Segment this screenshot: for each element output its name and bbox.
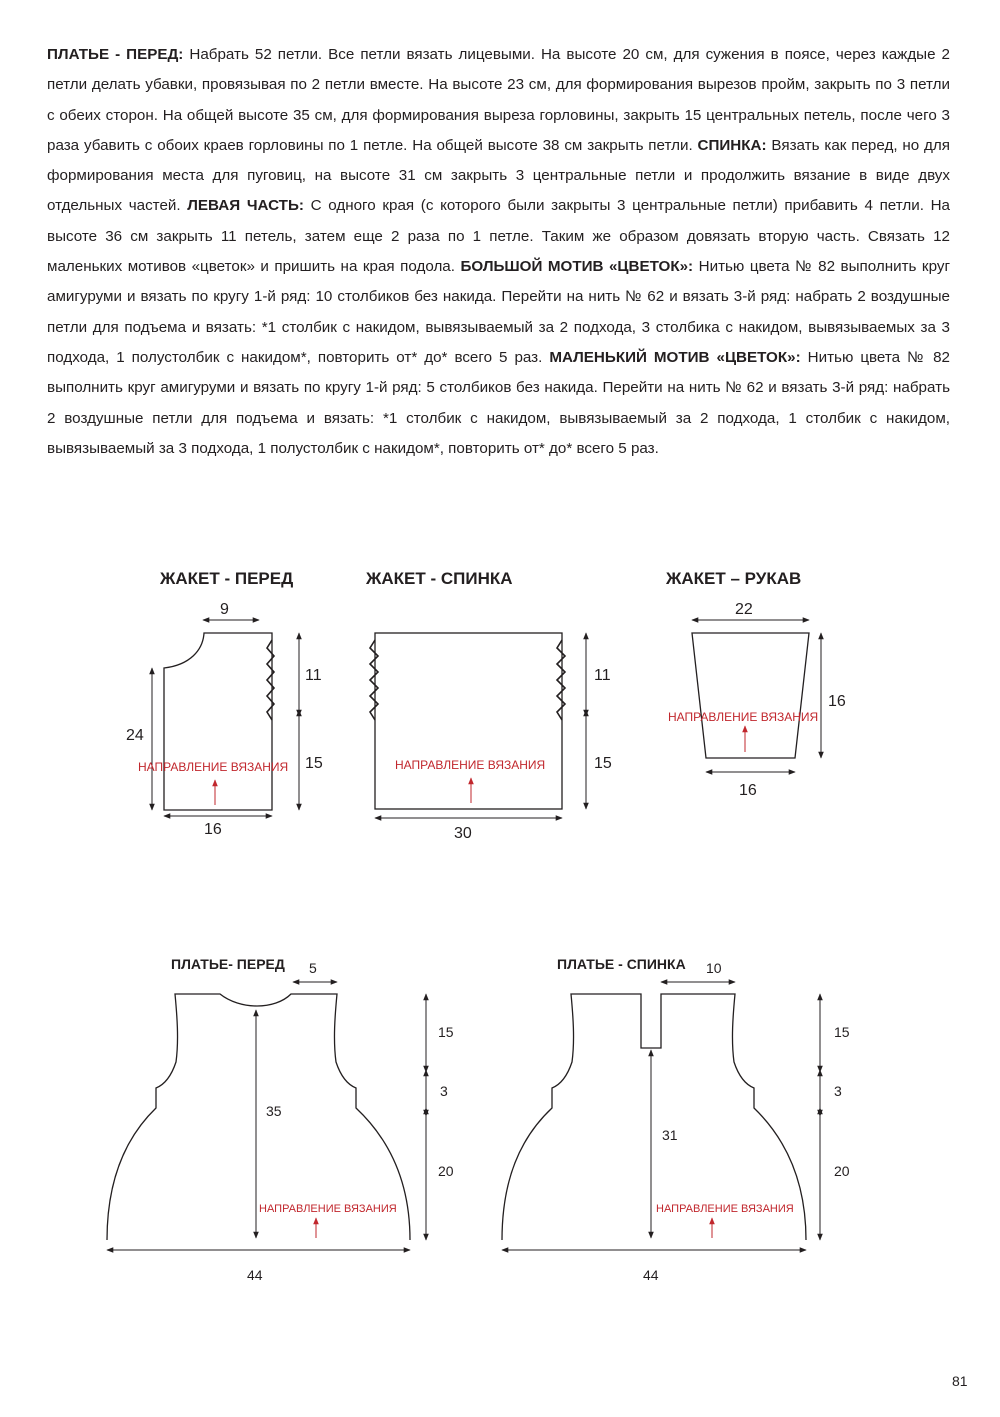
dress-front-direction-label: НАПРАВЛЕНИЕ ВЯЗАНИЯ bbox=[259, 1203, 397, 1215]
dress-back-middle-value: 3 bbox=[834, 1083, 842, 1099]
jacket-back-upper-value: 11 bbox=[594, 667, 611, 684]
jacket-sleeve-top-value: 22 bbox=[735, 601, 753, 618]
jacket-sleeve-diagram bbox=[665, 569, 846, 799]
jacket-front-top-value: 9 bbox=[220, 601, 229, 618]
page-number: 81 bbox=[952, 1373, 968, 1389]
dress-back-title: ПЛАТЬЕ - СПИНКА bbox=[557, 956, 686, 972]
dress-front-neck-value: 5 bbox=[309, 960, 317, 976]
jacket-sleeve-title: ЖАКЕТ – РУКАВ bbox=[666, 569, 802, 588]
dress-front-width-value: 44 bbox=[247, 1267, 263, 1283]
dress-front-title: ПЛАТЬЕ- ПЕРЕД bbox=[171, 956, 285, 972]
section-body-small-motif: Нитью цвета № 82 выполнить круг амигуруми и вязать по кругу 1-й ряд: 5 столбиков без накида. Перейти на нить № 62 и вязать 3-й ряд: набрать 2 воздушные петли для подъема и вязать: *1 столбик с накидом, вывязываемый за 2 подхода, 1 столбик с накидом, вывязываемый за 3 подхода, 1 полустолбик с накидом*, повторить от* до* всего 5 раз. bbox=[47, 348, 951, 457]
jacket-front-outline bbox=[164, 633, 272, 810]
dress-back-diagram bbox=[502, 956, 850, 1283]
section-body-back: Вязать как перед, но для формирования места для пуговиц, на высоте 31 см закрыть 3 центральные петли и продолжить вязание в виде двух отдельных частей. bbox=[47, 136, 951, 215]
section-label-left-part: ЛЕВАЯ ЧАСТЬ: bbox=[187, 197, 304, 215]
jacket-front-title: ЖАКЕТ - ПЕРЕД bbox=[160, 569, 294, 588]
jacket-back-diagram bbox=[365, 569, 612, 842]
section-label-small-motif: МАЛЕНЬКИЙ МОТИВ «ЦВЕТОК»: bbox=[549, 348, 801, 366]
section-label-back: СПИНКА: bbox=[697, 136, 767, 154]
dress-front-middle-value: 3 bbox=[440, 1083, 448, 1099]
jacket-front-height-value: 24 bbox=[126, 727, 144, 744]
dress-front-upper-value: 15 bbox=[438, 1024, 454, 1040]
section-body-left-part: С одного края (с которого были закрыты 3 центральные петли) прибавить 4 петли. На высоте 36 см закрыть 11 петель, затем еще 2 раза по 1 петле. Таким же образом довязать вторую часть. Связать 12 маленьких мотивов «цветок» и пришить на края подола. bbox=[47, 197, 951, 276]
jacket-sleeve-height-value: 16 bbox=[828, 693, 846, 710]
jacket-back-direction-label: НАПРАВЛЕНИЕ ВЯЗАНИЯ bbox=[395, 758, 546, 772]
jacket-back-lower-value: 15 bbox=[594, 755, 612, 772]
jacket-front-width-value: 16 bbox=[204, 821, 222, 838]
dress-back-lower-value: 20 bbox=[834, 1163, 850, 1179]
dress-front-height-value: 35 bbox=[266, 1103, 282, 1119]
jacket-back-outline bbox=[375, 633, 562, 809]
jacket-back-width-value: 30 bbox=[454, 825, 472, 842]
jacket-front-lower-value: 15 bbox=[305, 755, 323, 772]
jacket-front-direction-label: НАПРАВЛЕНИЕ ВЯЗАНИЯ bbox=[138, 760, 289, 774]
jacket-back-right-zigzag bbox=[557, 640, 565, 720]
dress-front-lower-value: 20 bbox=[438, 1163, 454, 1179]
section-body-large-motif: Нитью цвета № 82 выполнить круг амигуруми и вязать по кругу 1-й ряд: 10 столбиков без накида. Перейти на нить № 62 и вязать 3-й ряд: набрать 2 воздушные петли для подъема и вязать: *1 столбик с накидом, вывязываемый за 2 подхода, 3 столбика с накидом, вывязываемых за 3 подхода, 1 полустолбик с накидом*, повторить от* до* всего 5 раз. bbox=[47, 258, 950, 366]
dress-front-diagram bbox=[107, 956, 454, 1283]
dress-back-upper-value: 15 bbox=[834, 1024, 850, 1040]
dress-back-height-value: 31 bbox=[662, 1127, 678, 1143]
dress-back-neck-value: 10 bbox=[706, 960, 722, 976]
jacket-front-upper-value: 11 bbox=[305, 667, 322, 684]
jacket-sleeve-direction-label: НАПРАВЛЕНИЕ ВЯЗАНИЯ bbox=[668, 710, 819, 724]
section-body-dress-front: Набрать 52 петли. Все петли вязать лицевыми. На высоте 20 см, для сужения в поясе, через каждые 2 петли делать убавки, провязывая по 2 петли вместе. На высоте 23 см, для формирования вырезов пройм, закрыть по 3 петли с обеих сторон. На общей высоте 35 см, для формирования выреза горловины, закрыть 15 центральных петель, после чего 3 раза убавить с обоих краев горловины по 1 петле. На общей высоте 38 см закрыть петли. bbox=[47, 46, 950, 154]
jacket-sleeve-bottom-value: 16 bbox=[739, 782, 757, 799]
jacket-front-buttonhole-zigzag bbox=[267, 640, 274, 720]
jacket-front-diagram bbox=[126, 569, 323, 838]
dress-back-width-value: 44 bbox=[643, 1267, 659, 1283]
jacket-back-title: ЖАКЕТ - СПИНКА bbox=[366, 569, 513, 588]
jacket-sleeve-outline bbox=[692, 633, 809, 758]
jacket-back-left-zigzag bbox=[370, 640, 378, 720]
section-label-dress-front: ПЛАТЬЕ - ПЕРЕД: bbox=[47, 46, 184, 63]
dress-back-direction-label: НАПРАВЛЕНИЕ ВЯЗАНИЯ bbox=[656, 1203, 794, 1215]
section-label-large-motif: БОЛЬШОЙ МОТИВ «ЦВЕТОК»: bbox=[460, 258, 694, 276]
